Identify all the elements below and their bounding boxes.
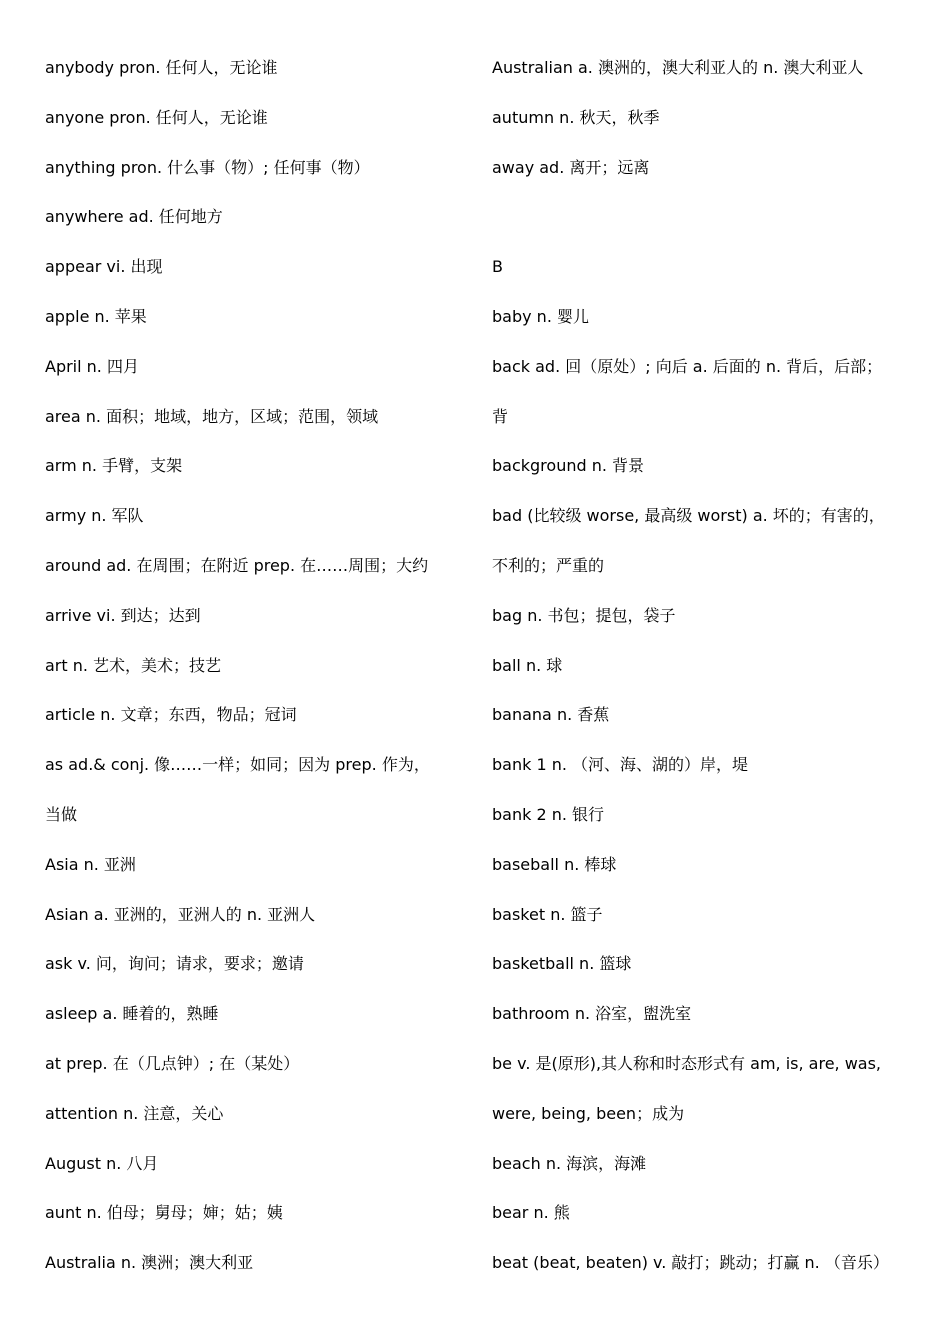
- vocab-entry: anyone pron. 任何人，无论谁: [45, 107, 268, 127]
- vocab-entry: basketball n. 篮球: [492, 954, 632, 974]
- vocab-entry: April n. 四月: [45, 356, 139, 376]
- vocab-entry: bag n. 书包；提包，袋子: [492, 605, 676, 625]
- vocab-entry: beat (beat, beaten) v. 敲打；跳动；打赢 n. （音乐）: [492, 1253, 889, 1273]
- vocab-entry: anything pron. 什么事（物）; 任何事（物）: [45, 157, 370, 177]
- blank-line: [492, 192, 922, 242]
- vocab-entry-continuation: 不利的；严重的: [492, 555, 605, 575]
- vocab-entry: attention n. 注意，关心: [45, 1103, 224, 1123]
- vocab-entry: away ad. 离开；远离: [492, 157, 650, 177]
- vocab-entry: apple n. 苹果: [45, 306, 147, 326]
- vocab-entry: arrive vi. 到达；达到: [45, 605, 201, 625]
- vocab-entry: beach n. 海滨，海滩: [492, 1153, 647, 1173]
- vocab-entry: at prep. 在（几点钟）; 在（某处）: [45, 1053, 300, 1073]
- vocab-entry: Australia n. 澳洲；澳大利亚: [45, 1253, 254, 1273]
- vocab-entry: arm n. 手臂，支架: [45, 456, 183, 476]
- vocab-entry: autumn n. 秋天，秋季: [492, 107, 660, 127]
- vocab-entry: be v. 是(原形),其人称和时态形式有 am, is, are, was,: [492, 1053, 882, 1073]
- vocab-entry-continuation: 当做: [45, 804, 78, 824]
- vocab-entry: army n. 军队: [45, 506, 144, 526]
- left-column: [45, 43, 475, 1288]
- vocab-entry: appear vi. 出现: [45, 257, 163, 277]
- vocab-entry: banana n. 香蕉: [492, 705, 610, 725]
- vocab-entry: around ad. 在周围；在附近 prep. 在……周围；大约: [45, 555, 429, 575]
- vocab-entry-continuation: 背: [492, 406, 509, 426]
- vocab-entry: Asia n. 亚洲: [45, 854, 136, 874]
- vocab-entry: ask v. 问，询问；请求，要求；邀请: [45, 954, 304, 974]
- vocab-entry: baseball n. 棒球: [492, 854, 617, 874]
- vocab-entry-continuation: were, being, been；成为: [492, 1103, 685, 1123]
- vocab-entry: aunt n. 伯母；舅母；婶；姑；姨: [45, 1203, 283, 1223]
- vocab-entry: bank 1 n. （河、海、湖的）岸，堤: [492, 755, 749, 775]
- vocab-entry: bathroom n. 浴室，盥洗室: [492, 1004, 692, 1024]
- vocab-entry: as ad.& conj. 像……一样；如同；因为 prep. 作为，: [45, 755, 430, 775]
- vocab-entry: back ad. 回（原处）; 向后 a. 后面的 n. 背后，后部；: [492, 356, 883, 376]
- vocab-entry: anywhere ad. 任何地方: [45, 207, 223, 227]
- vocab-entry: bad (比较级 worse, 最高级 worst) a. 坏的；有害的，: [492, 506, 885, 526]
- vocab-entry: baby n. 婴儿: [492, 306, 589, 326]
- vocab-entry: asleep a. 睡着的，熟睡: [45, 1004, 219, 1024]
- vocab-entry: article n. 文章；东西，物品；冠词: [45, 705, 297, 725]
- vocab-entry: bank 2 n. 银行: [492, 804, 605, 824]
- vocab-entry: area n. 面积；地域，地方，区域；范围，领域: [45, 406, 379, 426]
- vocab-entry: art n. 艺术，美术；技艺: [45, 655, 222, 675]
- vocab-entry: bear n. 熊: [492, 1203, 570, 1223]
- vocab-entry: ball n. 球: [492, 655, 563, 675]
- section-letter: B: [492, 257, 503, 277]
- vocab-entry: anybody pron. 任何人，无论谁: [45, 58, 278, 77]
- vocab-entry: August n. 八月: [45, 1153, 159, 1173]
- vocab-entry: basket n. 篮子: [492, 904, 603, 924]
- vocab-entry: background n. 背景: [492, 456, 645, 476]
- right-column: [492, 43, 922, 1288]
- vocab-entry: Australian a. 澳洲的，澳大利亚人的 n. 澳大利亚人: [492, 58, 864, 77]
- vocab-entry: Asian a. 亚洲的，亚洲人的 n. 亚洲人: [45, 904, 316, 924]
